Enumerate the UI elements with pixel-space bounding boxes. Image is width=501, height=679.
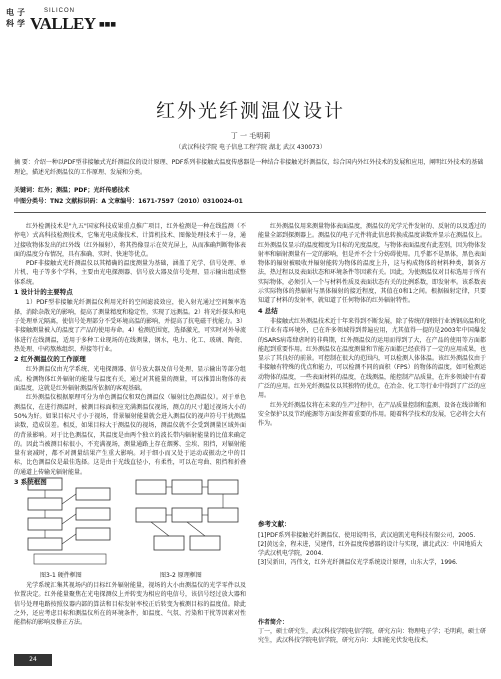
body-paragraph: 红外光纤测温仪将在未来的生产过程中，在产品质量控制和监测、设备在线诊断和安全保护以及节约能源等方面发挥着重要的作用。随着科学技术的发展，它必将会大有作为。 bbox=[258, 401, 487, 428]
reference-item: [3]吴新田，冯伟文，红外光纤测温仪光学系统设计原理，山东大学，1996. bbox=[258, 559, 458, 566]
logo-valley-text: VALLEY bbox=[30, 14, 96, 33]
hardware-block-diagram bbox=[26, 474, 114, 568]
section-heading: 4 总结 bbox=[258, 306, 278, 315]
body-paragraph: 红外测温仪由光学系统、光电探测器、信号放大器及信号处理、显示输出等部分组成。检测物体红外辐射的能量与温度有关，通过对其能量的测量，可以推算出物体的表面温度，这就是红外辐射测温所依据的客观基础。 bbox=[14, 366, 246, 393]
reference-item: [1]PDF系列非接触光纤测温仪、使用说明书，武汉迪凯光电科技有限公司，2005. bbox=[258, 532, 476, 539]
body-paragraph: 光学系统汇集其视场内的目标红外辐射能量，视场的大小由测温仪的光学零件以及位置决定。红外能量聚焦在光电探测仪上并转变为相应的电信号，该信号经过放大器和信号处理电路按照仪器内部的算法和目标发射率校正后转变为被测目标的温度值。除此之外，还应考虑目标和测温仪所在的环境条件，如温度、气氛、污染和干扰等因素对性能指标的影响及修正方法。 bbox=[14, 582, 246, 627]
author-note bbox=[258, 618, 486, 645]
right-column bbox=[258, 222, 486, 429]
figure-caption: 图3-2 原理框图 bbox=[160, 572, 202, 579]
body-paragraph: 非接触式红外测温技术近十年来得到不断发展，除了传统的钢铁行业诱钢高温和化工行业有毒环境外，已在许多领域得到普遍应用，尤其值得一提的是2003年中国爆发的SARS病毒肆虐时的非典期，红外测温仪的运用而得到了大，在产品的使用等方面都能起到重要作用。红外测温仪在温度测量和节能方面都已经获得了一定的应用成果，也显示了其良好的前景。可控制在很大的范围内，可以检测人体体温。该红外测温仪由于非接触有特殊的优点和能力，可以检测不同的面积（FPS）的物体的温度，如可检测运动物体的温度，一些表面材料的温度，在线测温，能控制产品质量，在许多领域中有着广泛的应用。红外光纤测温仪以其独特的优点，在冶金、化工等行业中得到了广泛的应用。 bbox=[258, 317, 487, 400]
left-column bbox=[14, 222, 246, 488]
body-paragraph: 1）PDF型非接触光纤测温仪利用光纤的空间滤波效应，使入射光通过空间频率选择，消除杂散光的影响，提高了测量精度和稳定性，实现了远测温。2）将光纤探头和电子处理单元隔离，使信号处理部分不受环境高温的影响，并提高了抗电磁干扰能力。3）非接触测量被入的温度了产品的使用寿命。4）检测范围宽，选择激光，可实时对外导流体进行在线测温，适用于多种工业现场的在线测量，钢水，电力、化工、玻璃、陶瓷、热处理、中药熬炼组织、焊接等行业。 bbox=[14, 299, 246, 353]
author-note-heading: 作者简介： bbox=[258, 619, 289, 626]
section-heading: 2 红外测温仪的工作原理 bbox=[14, 355, 86, 364]
page-number: 24 bbox=[14, 654, 52, 666]
references-heading: 参考文献： bbox=[258, 520, 291, 528]
author-note-text: 丁一，硕士研究生，武汉科技学院电信学院，研究方向：物理电子学；毛明莉，硕士研究生，武汉科技学院电信学院，研究方向：太阳能光伏发电技术。 bbox=[258, 628, 487, 644]
body-paragraph: PDF非接触式光纤测温仪以其精确的温度测量为基础，涵盖了光学、信号处理、单片机、电子等多个学科，主要由光电探测器、信号放大器及信号处理、显示输出组成整体系统。 bbox=[14, 260, 246, 286]
journal-logo bbox=[6, 6, 156, 32]
abstract: 摘 要：介绍一种以PDF型非接触式光纤测温仪的设计原理、PDF系列非接触式温度传感器是一种结合非接触光纤测温仪，综合国内外红外技术的发展和应用，阐明红外技术的基础理论，描述光纤测温仪的工作原理、发展和分类。 bbox=[14, 159, 484, 176]
body-paragraph: 红外测温仪根据原理可分为单色测温仪和双色测温仪（辐射比色测温仪）。对于单色测温仪，在进行测温时，被测目标面积应充满测温仪视场，测点的尺寸超过视场大小的50%为好。如果目标尺寸小于视场，背景辐射能量就会进入测温仪的视声符号干扰测温读数，造成误差。相反，如果目标大于测温仪的视场，测温仪就不会受到测量区域外面的背景影响。对于比色测温仪，其温度是由两个独立的波长带内辐射能量的比值来确定的。因此当被测目标很小，不充满视场，测量通路上存在烟雾、尘埃、阻挡，对辐射能量有衰减时，都不对测量结果产生重大影响。对于细小而又处于运动或振动之中的目标，比色测温仪是最佳选择。这是由于光线直径小，有柔性，可以在弯曲、阻挡和折叠的通道上传输光辐射能量。 bbox=[14, 394, 246, 476]
section-heading: 1 设计计的主要特点 bbox=[14, 288, 73, 297]
section-heading: 3 系统框图 bbox=[14, 478, 47, 487]
article-title: 红外光纤测温仪设计 bbox=[155, 100, 345, 122]
references bbox=[258, 520, 486, 567]
body-paragraph: 红外测温仪用来测量物体表面温度，测温仪的光学元件发射的、反射的以及透过的能量全部到探测器上。测温仪的电子元件将此信息转换成温度读数并显示在测温仪上。红外测温仪显示的温度精度为目标的光度温度，与物体表面温度有此差别，因为物体发射率和辐射测量有一定的影响，但是并不会十分妨碍使用。几乎都不是黑体，黑色表面物体的辐射被吸收并辐射能转为物体的温度上升，这与构成物体的材料种类，制备方法，热过程以及表面状态和环境条件等因素有关。因此，为使测温仪对目标选用于所有实际物体，必须引入一个与材料性质及表面状态有关的比例系数，即发射率。该系数表示实际物体的热辐射与黑体辐射的接近程度，其值在0和1之间。根据辐射定律，只要知道了材料的发射率，就知道了任何物体的红外辐射特性。 bbox=[258, 223, 487, 305]
figure-caption: 图3-1 硬件框图 bbox=[40, 572, 82, 579]
article-author: 丁 一 毛明莉 bbox=[230, 132, 271, 140]
logo-silicon-text: SILICON bbox=[44, 8, 76, 14]
reference-item: [2]黄远金，程未进，吴建伟，红外温度传感器的设计与实现，湖北武汉：中国地质大学武汉机电学院，2004. bbox=[258, 541, 483, 557]
keywords: 关键词：红外；测温；PDF；光纤传感技术 bbox=[14, 187, 130, 194]
header-divider bbox=[14, 212, 486, 213]
left-column-bottom bbox=[14, 581, 246, 627]
logo-tag-text: ■■■ bbox=[99, 21, 117, 28]
classification-line: 中图分类号：TN2 文献标识码：A 文章编号：1671-7597（2010）0310024-01 bbox=[14, 198, 243, 205]
body-paragraph: 红外检测技术是"九五"国家科技成果重点推广项目，红外检测是一种在线监测（不停电）式高科技检测技术，它集光电成像技术、计算机技术、图像处理技术于一身，通过接收物体发出的红外线（红外辐射），将其热像显示在荧光屏上，从而准确判断物体表面的温度分布情况，具有准确、实时、快速等优点。 bbox=[14, 223, 246, 258]
logo-chinese-text: 电子 科学 bbox=[6, 8, 28, 28]
principle-block-diagram bbox=[132, 474, 242, 568]
article-affiliation: （武汉科技学院 电子信息工程学院 湖北 武汉 430073） bbox=[175, 144, 326, 151]
